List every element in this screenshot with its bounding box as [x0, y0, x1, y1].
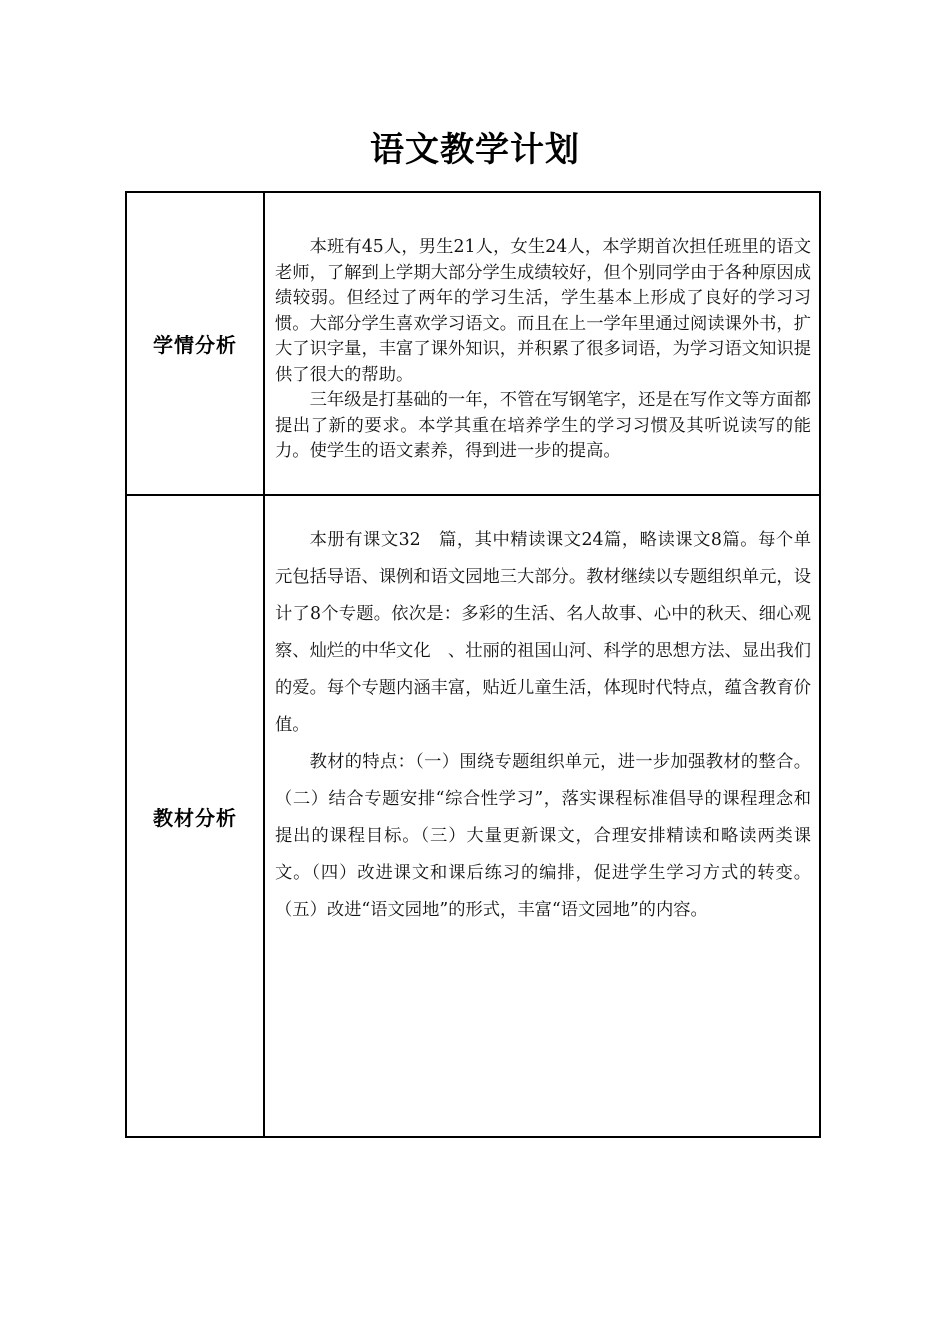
content-cell-student-analysis — [265, 193, 819, 494]
table-row-student-analysis — [127, 193, 819, 496]
label-cell-textbook-analysis — [127, 496, 265, 1136]
textbook-analysis-paragraph-2: 教材的特点：（一）围绕专题组织单元，进一步加强教材的整合。（二）结合专题安排“综合性学习”，落实课程标准倡导的课程理念和提出的课程目标。（三）大量更新课文，合理安排精读和略读两类课文。（四）改进课文和课后练习的编排，促进学生学习方式的转变。（五）改进“语文园地”的形式，丰富“语文园地”的内容。 — [275, 752, 811, 920]
table-row-textbook-analysis — [127, 496, 819, 1136]
label-cell-student-analysis — [127, 193, 265, 494]
student-analysis-paragraph-1: 本班有45人，男生21人，女生24人，本学期首次担任班里的语文老师，了解到上学期大部分学生成绩较好，但个别同学由于各种原因成绩较弱。但经过了两年的学习生活，学生基本上形成了良好的学习习惯。大部分学生喜欢学习语文。而且在上一学年里通过阅读课外书，扩大了识字量，丰富了课外知识，并积累了很多词语，为学习语文知识提供了很大的帮助。 — [275, 237, 811, 385]
row-label-student-analysis: 学情分析 — [153, 333, 237, 357]
row-label-textbook-analysis: 教材分析 — [153, 805, 237, 830]
document-title: 语文教学计划 — [370, 130, 580, 170]
plan-table — [125, 191, 821, 1138]
textbook-analysis-paragraph-1: 本册有课文32 篇，其中精读课文24篇，略读课文8篇。每个单元包括导语、课例和语文园地三大部分。教材继续以专题组织单元，设计了8个专题。依次是：多彩的生活、名人故事、心中的秋天、细心观察、灿烂的中华文化 、壮丽的祖国山河、科学的思想方法、显出我们的爱。每个专题内涵丰富，贴近儿童生活，体现时代特点，蕴含教育价值。 — [275, 530, 811, 735]
content-cell-textbook-analysis — [265, 496, 819, 1136]
student-analysis-paragraph-2: 三年级是打基础的一年，不管在写钢笔字，还是在写作文等方面都提出了新的要求。本学其重在培养学生的学习习惯及其听说读写的能力。使学生的语文素养，得到进一步的提高。 — [275, 390, 811, 461]
